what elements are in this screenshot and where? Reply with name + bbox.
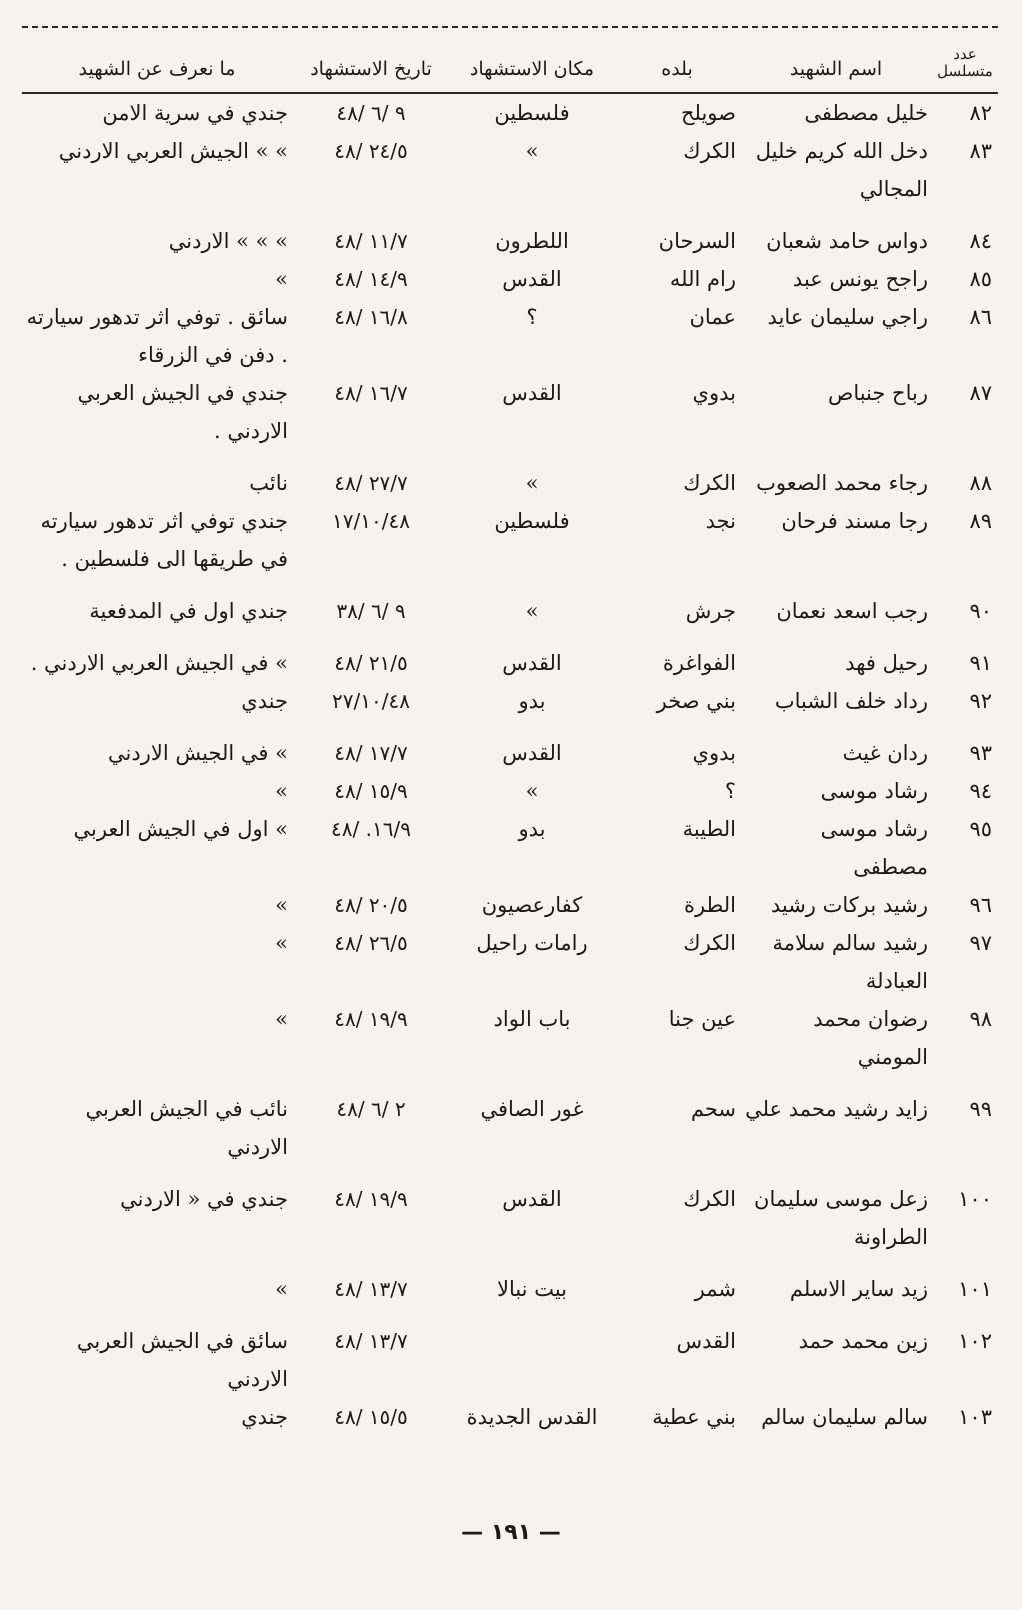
cell-date: ١٩/٩ /٤٨ [334, 1187, 408, 1211]
cell-note: نائب [249, 471, 288, 495]
table-row [22, 93, 998, 132]
cell-town: عمان [689, 305, 736, 329]
cell-date: ٢٠/٥ /٤٨ [334, 893, 408, 917]
cell-town: السرحان [658, 229, 736, 253]
cell-date: ٢ /٦ /٤٨ [336, 1097, 406, 1121]
cell-no: ٩٣ [969, 741, 992, 765]
cell-town: الطرة [683, 893, 736, 917]
cell-town: الكرك [683, 1187, 736, 1211]
cell-town: بني عطية [652, 1405, 736, 1429]
cell-no: ٨٢ [969, 101, 992, 125]
cell-place: » [525, 779, 539, 803]
cell-name: رشاد موسى [820, 779, 928, 803]
cell-no: ٩٥ [969, 817, 992, 841]
cell-no: ٨٣ [969, 139, 992, 163]
cell-place: رامات راحيل [476, 931, 588, 955]
cell-town: الكرك [683, 139, 736, 163]
cell-note: جندي في الجيش العربي الاردني . [77, 381, 288, 443]
cell-place: » [525, 599, 539, 623]
table-row [22, 1000, 998, 1090]
cell-no: ٨٥ [969, 267, 992, 291]
cell-note: » اول في الجيش العربي [73, 817, 288, 841]
cell-town: سحم [690, 1097, 736, 1121]
cell-no: ٨٤ [969, 229, 992, 253]
cell-no: ١٠٠ [958, 1187, 992, 1211]
cell-name: زيد ساير الاسلم [789, 1277, 928, 1301]
table-row [22, 810, 998, 886]
table-row [22, 682, 998, 734]
cell-date: ١١/٧ /٤٨ [334, 229, 408, 253]
cell-name: زين محمد حمد [798, 1329, 928, 1353]
cell-date: ١٦/٩. /٤٨ [331, 817, 411, 841]
cell-date: ١٦/٧ /٤٨ [334, 381, 408, 405]
cell-no: ٩٧ [969, 931, 992, 955]
cell-name: خليل مصطفى [804, 101, 928, 125]
table-row [22, 222, 998, 260]
cell-town: صويلح [680, 101, 736, 125]
cell-note: جندي توفي اثر تدهور سيارته في طريقها الى فلسطين . [40, 509, 288, 571]
cell-name: رشاد موسى مصطفى [820, 817, 928, 879]
cell-note: » في الجيش العربي الاردني . [30, 651, 288, 675]
table-row [22, 734, 998, 772]
cell-place: بيت نبالا [496, 1277, 568, 1301]
table-row [22, 1322, 998, 1398]
cell-no: ١٠١ [958, 1277, 992, 1301]
cell-name: رداد خلف الشباب [774, 689, 928, 713]
cell-name: راجي سليمان عايد [767, 305, 928, 329]
header-note: ما نعرف عن الشهيد [22, 42, 292, 93]
cell-no: ٩٨ [969, 1007, 992, 1031]
cell-place: القدس [502, 267, 562, 291]
table-row [22, 772, 998, 810]
cell-date: ١٧/٧ /٤٨ [334, 741, 408, 765]
header-no: عدد متسلسل [932, 42, 998, 93]
header-place: مكان الاستشهاد [450, 42, 614, 93]
cell-name: زايد رشيد محمد علي [745, 1097, 928, 1121]
cell-note: سائق . توفي اثر تدهور سيارته . دفن في الزرقاء [26, 305, 288, 367]
cell-name: رجب اسعد نعمان [776, 599, 928, 623]
cell-date: ١٣/٧ /٤٨ [334, 1329, 408, 1353]
table-row [22, 132, 998, 222]
cell-name: دواس حامد شعبان [766, 229, 928, 253]
cell-no: ٨٧ [969, 381, 992, 405]
cell-town: جرش [685, 599, 736, 623]
cell-name: رحيل فهد [845, 651, 928, 675]
cell-town: الفواغرة [662, 651, 736, 675]
cell-note: » [275, 1007, 288, 1031]
table-row [22, 1090, 998, 1180]
cell-town: الكرك [683, 471, 736, 495]
cell-place: اللطرون [495, 229, 569, 253]
cell-date: ١٩/٩ /٤٨ [334, 1007, 408, 1031]
table-row [22, 464, 998, 502]
cell-place: القدس [502, 741, 562, 765]
cell-place: ؟ [526, 305, 538, 329]
cell-town: بني صخر [656, 689, 736, 713]
cell-date: ١٥/٩ /٤٨ [334, 779, 408, 803]
cell-note: جندي [241, 1405, 288, 1429]
table-row [22, 260, 998, 298]
table-row [22, 502, 998, 592]
cell-date: ١٥/٥ /٤٨ [334, 1405, 408, 1429]
table-body [22, 93, 998, 1450]
cell-name: راجح يونس عبد [792, 267, 928, 291]
cell-name: رجاء محمد الصعوب [756, 471, 928, 495]
cell-note: » [275, 267, 288, 291]
cell-name: دخل الله كريم خليل المجالي [755, 139, 928, 201]
cell-date: ٢٧/١٠/٤٨ [332, 689, 410, 713]
cell-note: جندي [241, 689, 288, 713]
cell-note: » » الجيش العربي الاردني [58, 139, 288, 163]
cell-place: القدس [502, 651, 562, 675]
document-page [22, 26, 998, 1450]
header-name: اسم الشهيد [740, 42, 932, 93]
cell-note: » في الجيش الاردني [108, 741, 288, 765]
cell-name: رباح جنباص [827, 381, 928, 405]
cell-date: ٢٤/٥ /٤٨ [334, 139, 408, 163]
cell-town: الكرك [683, 931, 736, 955]
page-number: — ١٩١ — [461, 1520, 561, 1545]
cell-town: شمر [694, 1277, 736, 1301]
table-row [22, 592, 998, 644]
table-row [22, 1270, 998, 1322]
cell-town: الطيبة [682, 817, 736, 841]
cell-place [450, 1322, 614, 1398]
cell-name: رشيد بركات رشيد [770, 893, 928, 917]
cell-note: » » » الاردني [168, 229, 288, 253]
cell-date: ١٧/١٠/٤٨ [332, 509, 410, 533]
cell-date: ١٣/٧ /٤٨ [334, 1277, 408, 1301]
cell-town: بدوي [692, 741, 736, 765]
cell-place: القدس [502, 381, 562, 405]
cell-town: عين جنا [668, 1007, 736, 1031]
cell-no: ١٠٣ [958, 1405, 992, 1429]
cell-place: القدس [502, 1187, 562, 1211]
cell-name: ردان غيث [842, 741, 928, 765]
cell-date: ١٦/٨ /٤٨ [334, 305, 408, 329]
cell-place: بدو [518, 817, 546, 841]
cell-place: باب الواد [493, 1007, 571, 1031]
cell-no: ٩٠ [969, 599, 992, 623]
table-row [22, 1180, 998, 1270]
cell-no: ٨٨ [969, 471, 992, 495]
cell-note: جندي في « الاردني [120, 1187, 288, 1211]
cell-place: فلسطين [494, 509, 570, 533]
table-row [22, 1398, 998, 1450]
cell-town: بدوي [692, 381, 736, 405]
cell-date: ٢٧/٧ /٤٨ [334, 471, 408, 495]
cell-place: القدس الجديدة [466, 1405, 598, 1429]
cell-no: ٩٤ [969, 779, 992, 803]
cell-note: جندي اول في المدفعية [89, 599, 288, 623]
table-row [22, 374, 998, 464]
cell-no: ١٠٢ [958, 1329, 992, 1353]
cell-no: ٨٦ [969, 305, 992, 329]
martyrs-table [22, 42, 998, 1450]
table-row [22, 886, 998, 924]
cell-name: سالم سليمان سالم [761, 1405, 928, 1429]
cell-note: » [275, 931, 288, 955]
cell-note: » [275, 893, 288, 917]
table-row [22, 644, 998, 682]
cell-date: ٩ /٦ /٤٨ [336, 101, 406, 125]
cell-town: القدس [676, 1329, 736, 1353]
top-rule [22, 26, 998, 36]
cell-name: رجا مسند فرحان [781, 509, 928, 533]
cell-date: ٩ /٦ /٣٨ [336, 599, 406, 623]
cell-no: ٩٩ [969, 1097, 992, 1121]
cell-name: رشيد سالم سلامة العبادلة [772, 931, 928, 993]
cell-no: ٩٦ [969, 893, 992, 917]
cell-place: بدو [518, 689, 546, 713]
cell-place: غور الصافي [480, 1097, 584, 1121]
cell-note: » [275, 779, 288, 803]
cell-place: فلسطين [494, 101, 570, 125]
cell-note: نائب في الجيش العربي الاردني [85, 1097, 288, 1159]
table-row [22, 298, 998, 374]
table-row [22, 924, 998, 1000]
cell-town: ؟ [724, 779, 736, 803]
cell-note: سائق في الجيش العربي الاردني [76, 1329, 288, 1391]
cell-date: ٢٦/٥ /٤٨ [334, 931, 408, 955]
cell-date: ١٤/٩ /٤٨ [334, 267, 408, 291]
cell-town: نجد [705, 509, 736, 533]
cell-place: كفارعصيون [481, 893, 583, 917]
cell-note: جندي في سرية الامن [102, 101, 288, 125]
cell-name: زعل موسى سليمان الطراونة [754, 1187, 928, 1249]
header-date: تاريخ الاستشهاد [292, 42, 450, 93]
header-town: بلده [614, 42, 740, 93]
cell-no: ٨٩ [969, 509, 992, 533]
cell-place: » [525, 139, 539, 163]
cell-date: ٢١/٥ /٤٨ [334, 651, 408, 675]
cell-name: رضوان محمد المومني [813, 1007, 928, 1069]
cell-no: ٩٢ [969, 689, 992, 713]
cell-no: ٩١ [969, 651, 992, 675]
cell-town: رام الله [669, 267, 736, 291]
table-header [22, 42, 998, 93]
cell-place: » [525, 471, 539, 495]
cell-note: » [275, 1277, 288, 1301]
